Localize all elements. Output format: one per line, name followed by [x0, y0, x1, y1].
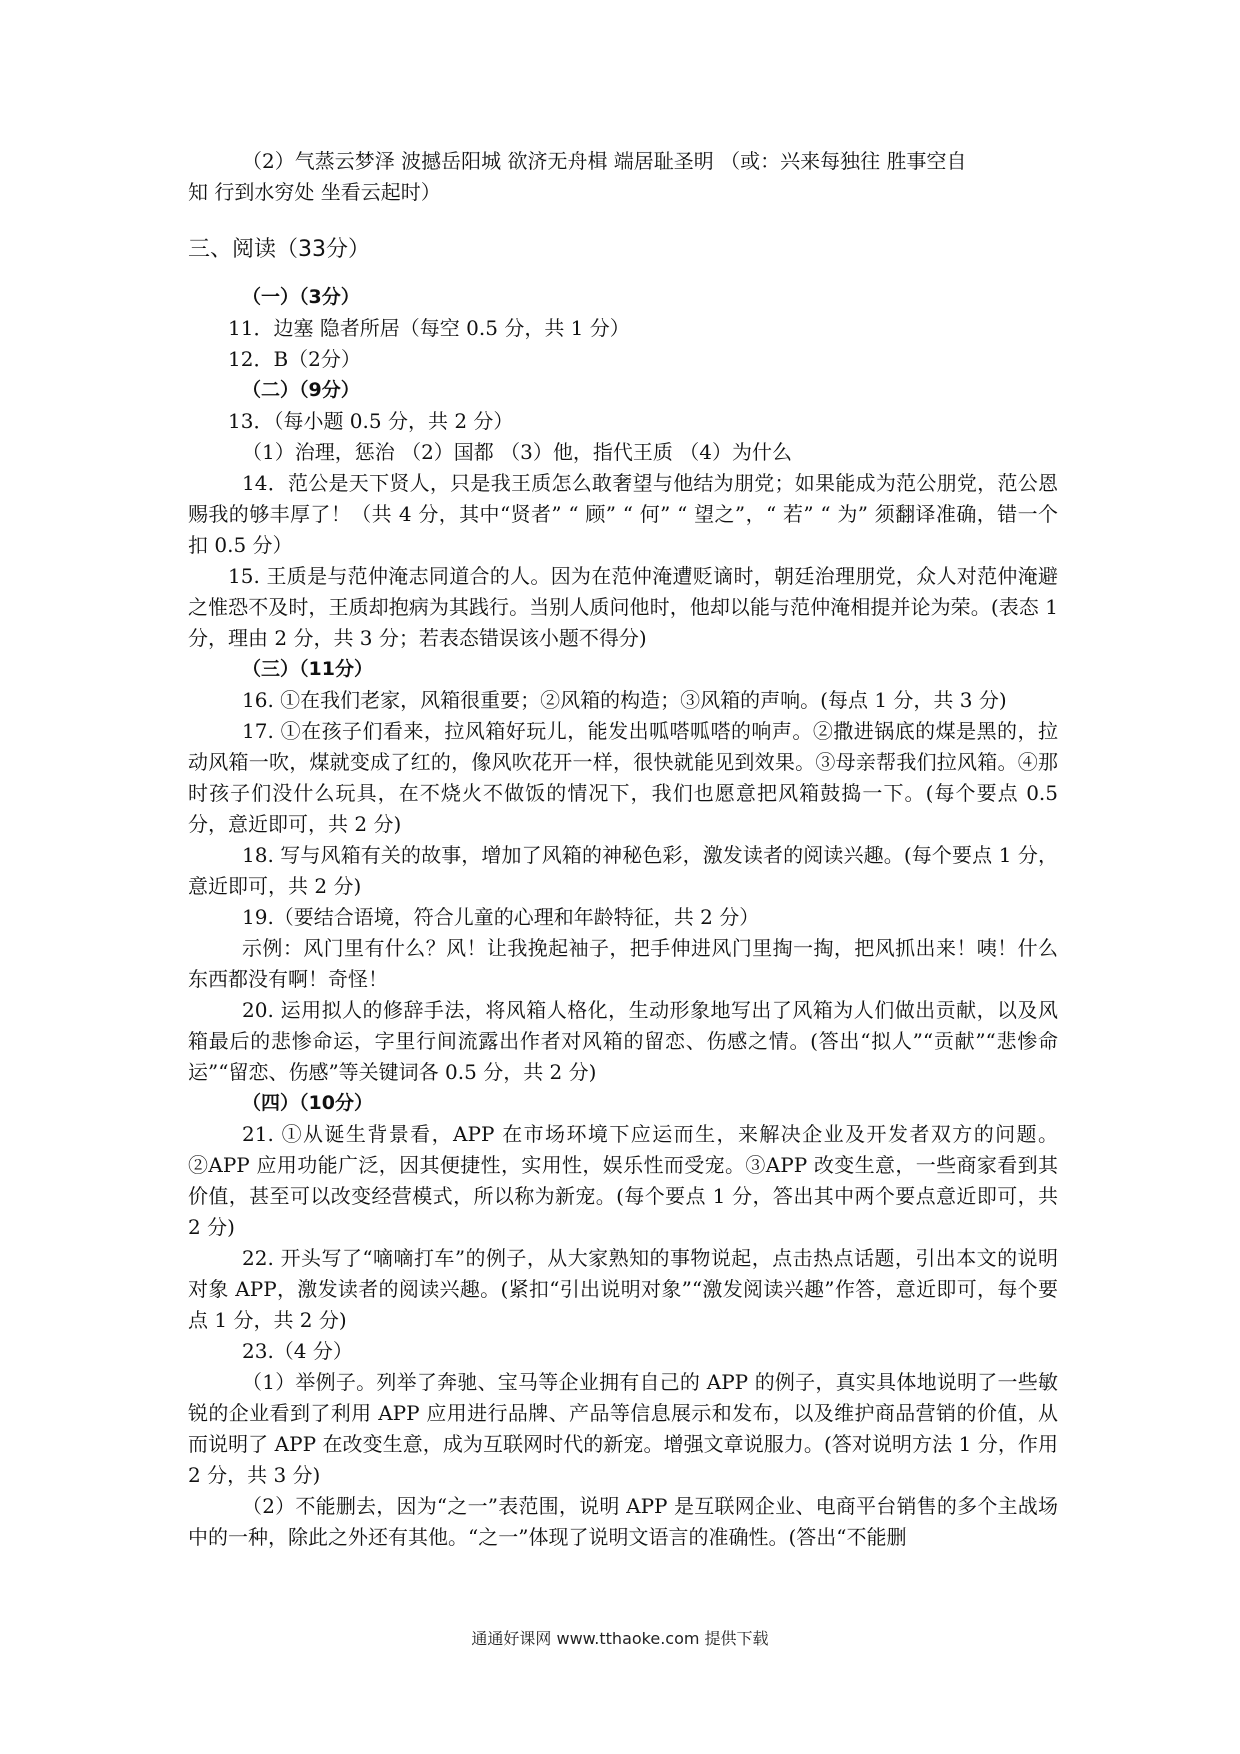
q14-answer: 14．范公是天下贤人，只是我王质怎么敢奢望与他结为朋党；如果能成为范公朋党，范公恩赐我的够丰厚了！（共 4 分，其中“贤者” “ 顾” “ 何” “ 望之”，“ 若” “ 为” 须翻译准确，错一个扣 0.5 分） — [188, 471, 1058, 557]
q18-answer: 18. 写与风箱有关的故事，增加了风箱的神秘色彩，激发读者的阅读兴趣。(每个要点 1 分，意近即可，共 2 分) — [188, 843, 1058, 898]
poem-answer-line-1: （2）气蒸云梦泽 波撼岳阳城 欲济无舟楫 端居耻圣明 （或：兴来每独往 胜事空自 — [242, 149, 967, 173]
q15-answer: 15. 王质是与范仲淹志同道合的人。因为在范仲淹遭贬谪时，朝廷治理朋党，众人对范仲淹避之惟恐不及时，王质却抱病为其践行。当别人质问他时，他却以能与范仲淹相提并论为荣。(表态 1 分，理由 2 分，共 3 分；若表态错误该小题不得分) — [188, 564, 1058, 650]
q11-answer: 11．边塞 隐者所居（每空 0.5 分，共 1 分） — [228, 316, 630, 340]
q12-answer: 12．B（2分） — [228, 347, 361, 371]
q23-part1-answer: （1）举例子。列举了奔驰、宝马等企业拥有自己的 APP 的例子，真实具体地说明了一些敏锐的企业看到了利用 APP 应用进行品牌、产品等信息展示和发布，以及维护商品营销的价值，从而说明了 APP 在改变生意，成为互联网时代的新宠。增强文章说服力。(答对说明方法 1 分，作用 2 分，共 3 分) — [188, 1370, 1058, 1487]
q22-answer: 22. 开头写了“嘀嘀打车”的例子，从大家熟知的事物说起，点击热点话题，引出本文的说明对象 APP，激发读者的阅读兴趣。(紧扣“引出说明对象”“激发阅读兴趣”作答，意近即可，每个要点 1 分，共 2 分) — [188, 1246, 1058, 1332]
answer-content — [188, 146, 1058, 1553]
part4-heading: （四）（10分） — [242, 1092, 373, 1114]
q13-items: （1）治理，惩治 （2）国都 （3）他，指代王质 （4）为什么 — [242, 440, 792, 464]
q13-answer: 13．（每小题 0.5 分，共 2 分） — [228, 409, 514, 433]
q23-part2-answer: （2）不能删去，因为“之一”表范围，说明 APP 是互联网企业、电商平台销售的多个主战场中的一种，除此之外还有其他。“之一”体现了说明文语言的准确性。(答出“不能删 — [188, 1494, 1058, 1549]
q19-answer: 19.（要结合语境，符合儿童的心理和年龄特征，共 2 分） — [242, 905, 760, 929]
poem-answer-line-2: 知 行到水穷处 坐看云起时） — [188, 180, 441, 204]
section-title-reading: 三、阅读（33分） — [188, 237, 370, 262]
part3-heading: （三）（11分） — [242, 658, 373, 680]
q20-answer: 20. 运用拟人的修辞手法，将风箱人格化，生动形象地写出了风箱为人们做出贡献，以及风箱最后的悲惨命运，字里行间流露出作者对风箱的留恋、伤感之情。(答出“拟人”“贡献”“悲惨命运”“留恋、伤感”等关键词各 0.5 分，共 2 分) — [188, 998, 1058, 1084]
part2-heading: （二）（9分） — [242, 379, 360, 401]
page-footer: 通通好课网 www.tthaoke.com 提供下载 — [471, 1629, 769, 1648]
q23-answer: 23.（4 分） — [242, 1339, 353, 1363]
q19-example: 示例：风门里有什么？风！让我挽起袖子，把手伸进风门里掏一掏，把风抓出来！咦！什么东西都没有啊！奇怪！ — [188, 936, 1058, 991]
q21-answer: 21. ①从诞生背景看，APP 在市场环境下应运而生，来解决企业及开发者双方的问题。②APP 应用功能广泛，因其便捷性，实用性，娱乐性而受宠。③APP 改变生意，一些商家看到其价值，甚至可以改变经营模式，所以称为新宠。(每个要点 1 分，答出其中两个要点意近即可，共 2 分) — [188, 1122, 1058, 1239]
part1-heading: （一）（3分） — [242, 286, 360, 308]
q17-answer: 17. ①在孩子们看来，拉风箱好玩儿，能发出呱嗒呱嗒的响声。②撒进锅底的煤是黑的，拉动风箱一吹，煤就变成了红的，像风吹花开一样，很快就能见到效果。③母亲帮我们拉风箱。④那时孩子们没什么玩具，在不烧火不做饭的情况下，我们也愿意把风箱鼓捣一下。(每个要点 0.5 分，意近即可，共 2 分) — [188, 719, 1058, 836]
q16-answer: 16. ①在我们老家，风箱很重要；②风箱的构造；③风箱的声响。(每点 1 分，共 3 分) — [242, 688, 1007, 712]
